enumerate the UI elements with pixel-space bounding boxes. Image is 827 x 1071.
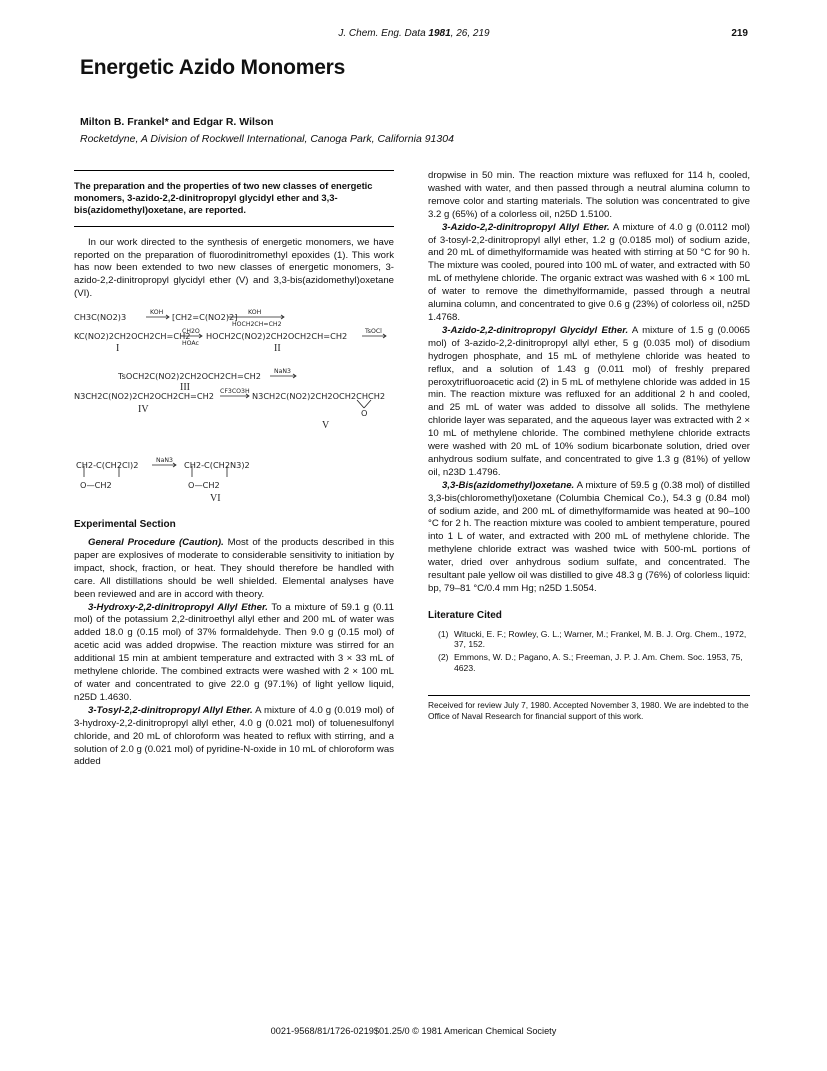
literature-heading: Literature Cited (428, 609, 502, 621)
reference-item (438, 652, 750, 673)
left-column (74, 170, 394, 769)
running-head (80, 28, 748, 42)
formula-compound-iii: TsOCH2C(NO2)2CH2OCH2CH=CH2 (118, 371, 261, 382)
authors: Milton B. Frankel* and Edgar R. Wilson (80, 116, 274, 128)
procedure-text: A mixture of 4.0 g (0.0112 mol) of 3-tosyl-2,2-dinitropropyl allyl ether, 1.2 g (0.0185 mol) of sodium azide, and 20 mL of dimethylformamide was heated with stirring at 50 °C for 90 h. The mixture was cooled, poured into 100 mL of water, and extracted with 50 mL of methylene chloride. The organic extract was washed with 6 × 100 mL of water to remove the dimethylformamide, passed through a neutral alumina column, and concentrated to give 0.6 g (23%) of colorless oil, n25D 1.4768. (428, 221, 750, 323)
label-i: I (116, 343, 120, 355)
reagent-koh-1: KOH (150, 309, 164, 317)
procedure-paragraph (428, 222, 750, 325)
procedure-paragraph (428, 325, 750, 480)
reference-number: (1) (438, 628, 449, 639)
procedure-title: 3-Tosyl-2,2-dinitropropyl Allyl Ether. (88, 704, 253, 716)
procedure-title: 3-Azido-2,2-dinitropropyl Glycidyl Ether. (442, 324, 629, 336)
abstract: The preparation and the properties of two new classes of energetic monomers, 3-azido-2,2-dinitropropyl glycidyl ether and 3,3-bis(azidomethyl)oxetane, are reported. (74, 170, 394, 227)
label-v: V (322, 420, 330, 432)
procedure-paragraph (74, 602, 394, 705)
formula-compound-i: KC(NO2)2CH2OCH2CH=CH2 (74, 331, 191, 342)
reference-list (428, 629, 750, 673)
affiliation: Rocketdyne, A Division of Rockwell International, Canoga Park, California 91304 (80, 133, 454, 145)
reference-number: (2) (438, 652, 449, 662)
formula-compound-vi: CH2-C(CH2N3)2 (184, 460, 250, 471)
article-title: Energetic Azido Monomers (80, 56, 346, 79)
procedure-text: A mixture of 4.0 g (0.019 mol) of 3-hydroxy-2,2-dinitropropyl allyl ether, 4.0 g (0.021 mol) of toluenesulfonyl chloride, and 20 mL of chloroform was heated to reflux with stirring, and a solution of 2.0 g (0.021 mol) of pyridine-N-oxide in 10 mL of chloroform was added (74, 704, 394, 768)
reagent-sodium-azide-1: NaN3 (274, 368, 291, 376)
procedure-text: A mixture of 59.5 g (0.38 mol) of distilled 3,3-bis(chloromethyl)oxetane (Columbia Chemical Co.), 54.3 g (0.84 mol) of sodium azide, and 200 mL of dimethylformamide was heated at 90–100 °C for 2 h. The reaction mixture was cooled to ambient temperature, poured into 1 L of water, and extracted with 200 mL of methylene chloride. The methylene chloride extract was washed twice with 500-mL portions of water, dried over anhydrous sodium sulfate, and concentrated. The resultant pale yellow oil was distilled to give 48.3 g (76%) of colorless liquid: bp, 79–81 °C/0.4 mm Hg; n25D 1.5054. (428, 479, 750, 594)
procedure-paragraph (74, 537, 394, 602)
procedure-text: A mixture of 1.5 g (0.0065 mol) of 3-azido-2,2-dinitropropyl allyl ether, 5 g (0.035 mol) of disodium hydrogen phosphate, and 15 mL of methylene chloride was heated to reflux, and a solution of 1.43 g (0.011 mol) of freshly prepared peroxytrifluoroacetic acid (2) in 5 mL of methylene chloride was added in 15 min. The reaction mixture was refluxed for an additional 2 h and cooled, and 25 mL of water was added to dissolve all solids. The methylene chloride layer was separated, and the aqueous layer was extracted with 2 × 10 mL of methylene chloride. The combined methylene chloride extracts were washed with 20 mL of 10% sodium bicarbonate solution, dried over anhydrous sodium sulfate, and concentrated to give 1.3 g (81%) of yellow oil, n23D 1.4796. (428, 324, 751, 478)
formula-oxetane-ring-2: O—CH2 (188, 480, 220, 491)
experimental-heading: Experimental Section (74, 519, 176, 531)
formula-bis-chloromethyl-oxetane: CH2-C(CH2Cl)2 (76, 460, 139, 471)
epoxide-oxygen: O (361, 408, 368, 419)
reference-item (438, 629, 750, 650)
formula-oxetane-ring-1: O—CH2 (80, 480, 112, 491)
formula-compound-ii: HOCH2C(NO2)2CH2OCH2CH=CH2 (206, 331, 348, 342)
label-ii: II (274, 343, 281, 355)
received-note: Received for review July 7, 1980. Accepted November 3, 1980. We are indebted to the Office of Naval Research for financial support of this work. (428, 695, 750, 721)
formula-compound-iv: N3CH2C(NO2)2CH2OCH2CH=CH2 (74, 391, 214, 402)
procedure-title: General Procedure (Caution). (88, 537, 224, 549)
procedure-paragraph (428, 170, 750, 222)
reagent-allyl-alcohol: HOCH2CH=CH2 (232, 321, 282, 329)
journal-citation: J. Chem. Eng. Data 1981, 26, 219 (338, 28, 490, 39)
procedure-text: Most of the products described in this paper are explosives of moderate to considerable sensitivity to initiation by impact, shock, fraction, or heat. They should therefore be handled with care. All distillations should be well shielded. Elemental analyses have been reviewed and are in accord with theory. (74, 537, 394, 600)
reagent-peroxytrifluoroacetic: CF3CO3H (220, 388, 250, 396)
procedure-text: dropwise in 50 min. The reaction mixture was refluxed for 114 h, cooled, washed with water, and then passed through a neutral alumina column to remove color and starting materials. The solution was concentrated to give 3.2 g (65%) of a colorless oil, n25D 1.5100. (428, 170, 750, 220)
procedure-paragraph (428, 480, 750, 596)
page-number: 219 (731, 28, 748, 39)
reagent-sodium-azide-2: NaN3 (156, 457, 173, 465)
label-vi: VI (210, 493, 221, 505)
procedure-title: 3-Azido-2,2-dinitropropyl Allyl Ether. (442, 221, 610, 233)
procedure-text: To a mixture of 59.1 g (0.11 mol) of the potassium 2,2-dinitroethyl allyl ether and 200 mL of water was added 18.0 g (0.15 mol) of 37% formaldehyde. Then 9.0 g (0.15 mol) of acetic acid was added dropwise. The reaction mixture was stirred for an additional 15 min at ambient temperature and extracted with 3 × 33 mL of methylene chloride. The combined extracts were washed with 2 × 100 mL of water and concentrated to give 22.0 g (97.1%) of light yellow liquid, n25D 1.4630. (74, 601, 394, 703)
formula-dinitroethylene: [CH2=C(NO2)2] (172, 312, 238, 323)
reagent-acetic-acid: HOAc (182, 340, 199, 348)
formula-trinitroethane: CH3C(NO2)3 (74, 312, 127, 323)
procedure-title: 3-Hydroxy-2,2-dinitropropyl Allyl Ether. (88, 601, 268, 613)
right-column (428, 170, 750, 721)
reagent-koh-2: KOH (248, 309, 262, 317)
reference-text: Emmons, W. D.; Pagano, A. S.; Freeman, J. P. J. Am. Chem. Soc. 1953, 75, 4623. (454, 652, 743, 673)
procedure-title: 3,3-Bis(azidomethyl)oxetane. (442, 479, 575, 491)
copyright-footer: 0021-9568/81/1726-0219$01.25/0 © 1981 American Chemical Society (270, 1026, 557, 1036)
reaction-scheme (74, 307, 394, 507)
reagent-formaldehyde: CH2O (182, 328, 200, 336)
intro-paragraph: In our work directed to the synthesis of energetic monomers, we have reported on the preparation of fluorodinitromethyl epoxides (1). This work has now been extended to two new classes of energetic monomers, 3-azido-2,2-dinitropropyl glycidyl ether (V) and 3,3-bis(azidomethyl)oxetane (VI). (74, 236, 394, 300)
reference-text: Witucki, E. F.; Rowley, G. L.; Warner, M.; Frankel, M. B. J. Org. Chem., 1972, 37, 152. (454, 628, 747, 650)
reagent-tosyl-chloride: TsOCl (365, 328, 382, 336)
formula-compound-v: N3CH2C(NO2)2CH2OCH2CHCH2 (252, 391, 386, 402)
procedure-paragraph (74, 705, 394, 770)
label-iv: IV (138, 404, 149, 416)
label-iii: III (180, 382, 190, 394)
